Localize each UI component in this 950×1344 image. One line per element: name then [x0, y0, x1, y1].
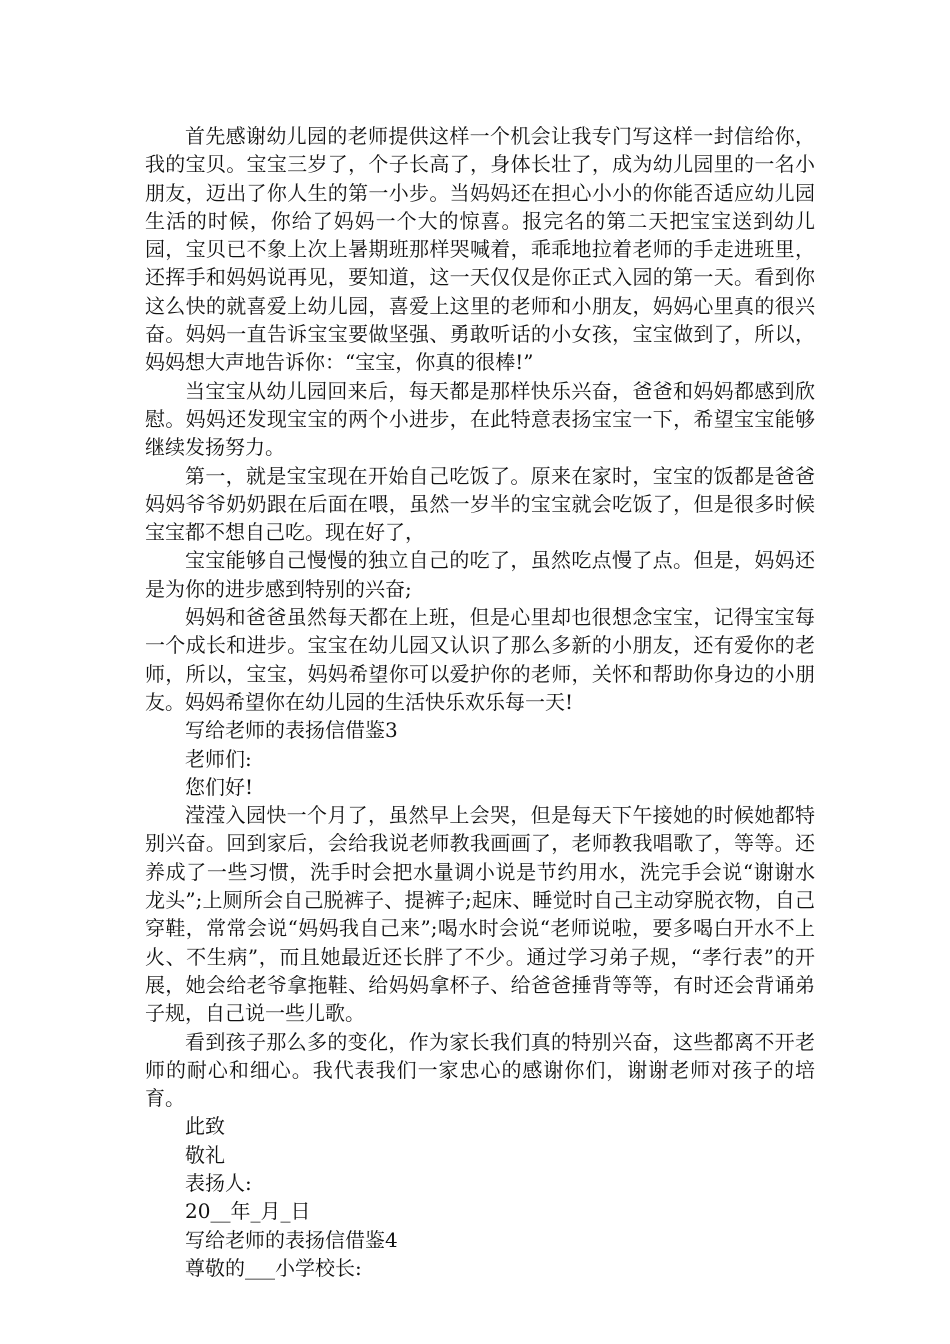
closing-jingli: 敬礼 — [185, 1142, 225, 1167]
paragraph-thanks: 看到孩子那么多的变化，作为家长我们真的特别兴奋，这些都离不开老师的耐心和细心。我代表我们一家忠心的感谢你们，谢谢老师对孩子的培育。 — [145, 1029, 815, 1111]
paragraph-first-progress: 第一，就是宝宝现在开始自己吃饭了。原来在家时，宝宝的饭都是爸爸妈妈爷爷奶奶跟在后面在喂，虽然一岁半的宝宝就会吃饭了，但是很多时候宝宝都不想自己吃。现在好了， — [145, 463, 815, 545]
paragraph-yingying: 滢滢入园快一个月了，虽然早上会哭，但是每天下午接她的时候她都特别兴奋。回到家后，会给我说老师教我画画了，老师教我唱歌了，等等。还养成了一些习惯，洗手时会把水量调小说是节约用水，洗完手会说“谢谢水龙头”;上厕所会自己脱裤子、提裤子;起床、睡觉时自己主动穿脱衣物，自己穿鞋，常常会说“妈妈我自己来”;喝水时会说“老师说啦，要多喝白开水不上火、不生病”，而且她最近还长胖了不少。通过学习弟子规，“孝行表”的开展，她会给老爷拿拖鞋、给妈妈拿杯子、给爸爸捶背等等，有时还会背诵弟子规，自己说一些儿歌。 — [145, 803, 815, 1026]
paragraph-parents-miss: 妈妈和爸爸虽然每天都在上班，但是心里却也很想念宝宝，记得宝宝每一个成长和进步。宝宝在幼儿园又认识了那么多新的小朋友，还有爱你的老师，所以，宝宝，妈妈希望你可以爱护你的老师，关怀和帮助你身边的小朋友。妈妈希望你在幼儿园的生活快乐欢乐每一天! — [145, 605, 815, 714]
paragraph-eating-alone: 宝宝能够自己慢慢的独立自己的吃了，虽然吃点慢了点。但是，妈妈还是为你的进步感到特别的兴奋; — [145, 548, 815, 601]
section-title-3: 写给老师的表扬信借鉴3 — [185, 718, 398, 743]
date-line: 20__年_月_日 — [185, 1199, 311, 1224]
document-body — [145, 122, 815, 1282]
section-title-4: 写给老师的表扬信借鉴4 — [185, 1227, 398, 1252]
greeting: 您们好! — [185, 774, 254, 799]
closing-cizhi: 此致 — [185, 1114, 225, 1139]
salutation-principal: 尊敬的___小学校长: — [185, 1255, 362, 1280]
signature-label: 表扬人: — [185, 1170, 252, 1195]
paragraph-after-school: 当宝宝从幼儿园回来后，每天都是那样快乐兴奋，爸爸和妈妈都感到欣慰。妈妈还发现宝宝的两个小进步，在此特意表扬宝宝一下，希望宝宝能够继续发扬努力。 — [145, 378, 815, 460]
paragraph-mother-letter: 首先感谢幼儿园的老师提供这样一个机会让我专门写这样一封信给你，我的宝贝。宝宝三岁了，个子长高了，身体长壮了，成为幼儿园里的一名小朋友，迈出了你人生的第一小步。当妈妈还在担心小小的你能否适应幼儿园生活的时候，你给了妈妈一个大的惊喜。报完名的第二天把宝宝送到幼儿园，宝贝已不象上次上暑期班那样哭喊着，乖乖地拉着老师的手走进班里，还挥手和妈妈说再见，要知道，这一天仅仅是你正式入园的第一天。看到你这么快的就喜爱上幼儿园，喜爱上这里的老师和小朋友，妈妈心里真的很兴奋。妈妈一直告诉宝宝要做坚强、勇敢听话的小女孩，宝宝做到了，所以，妈妈想大声地告诉你：“宝宝，你真的很棒!” — [145, 124, 815, 375]
salutation-teachers: 老师们: — [185, 746, 252, 771]
